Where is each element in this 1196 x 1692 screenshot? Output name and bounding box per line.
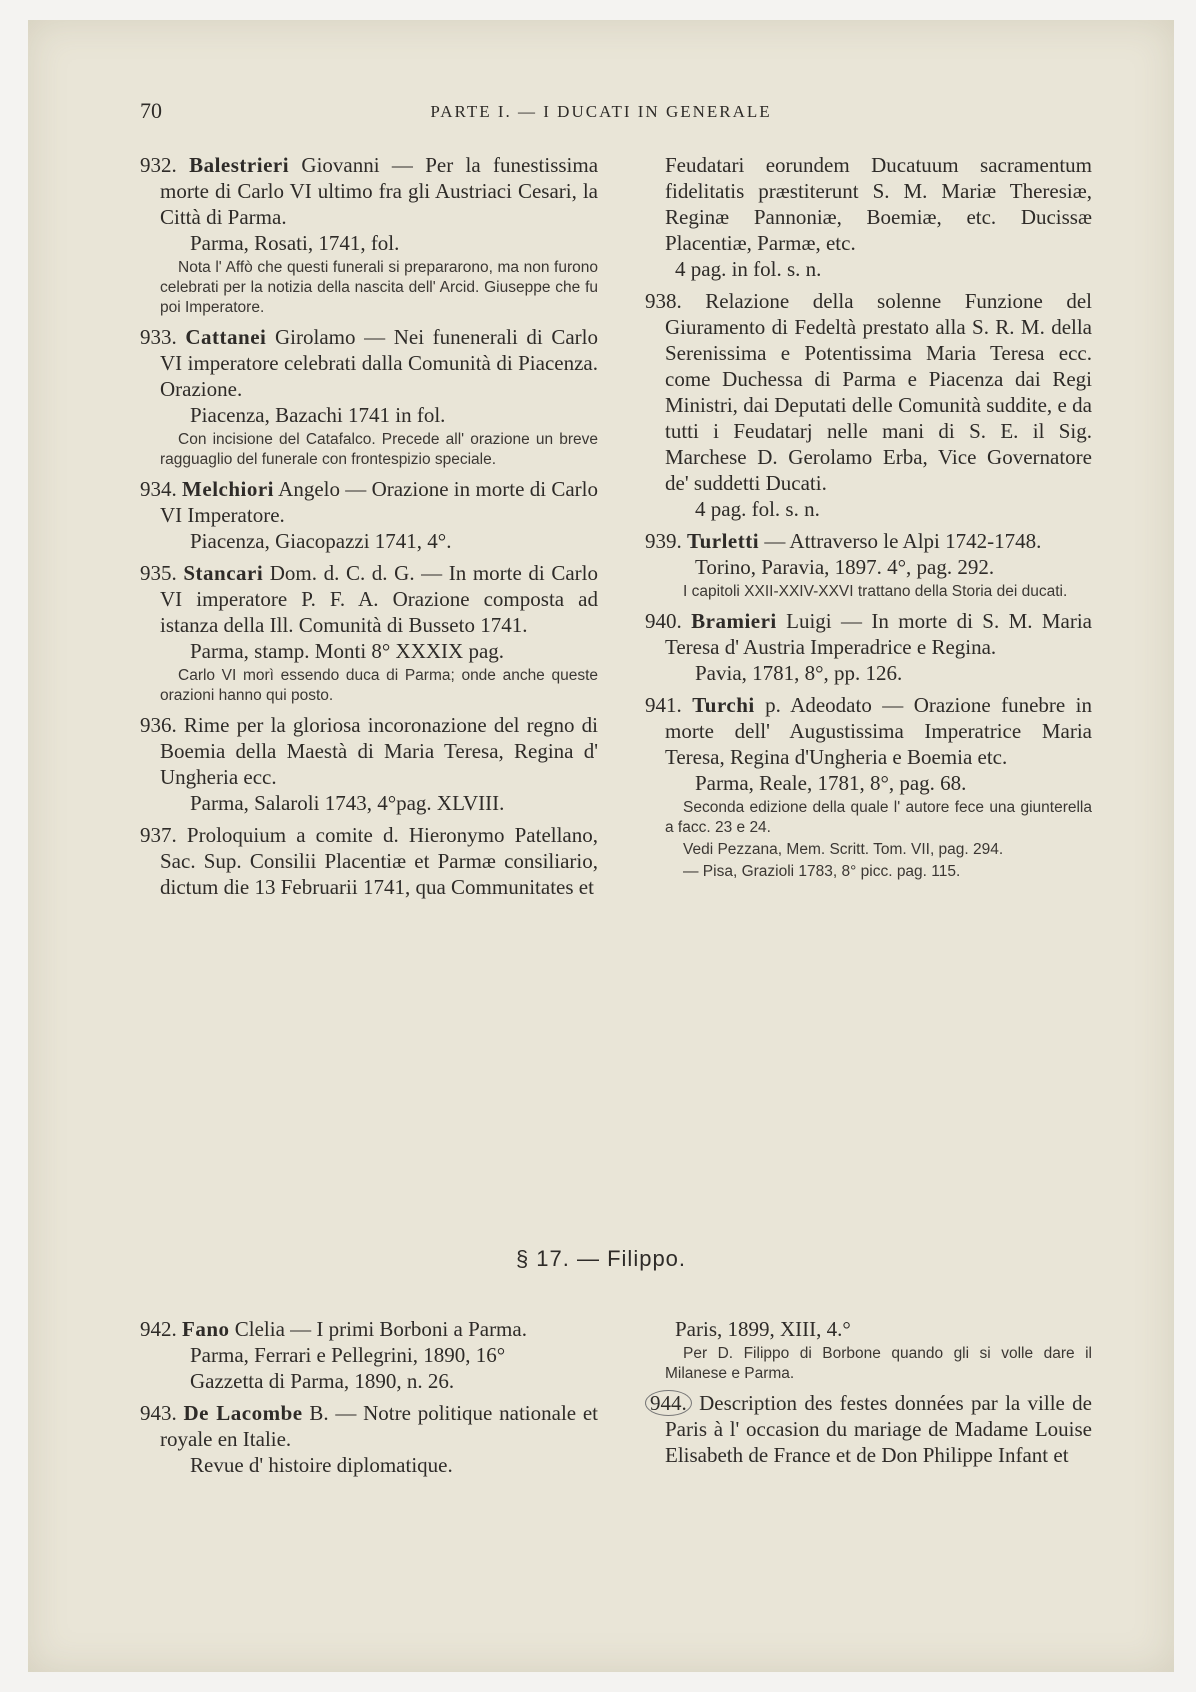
page-header — [28, 98, 1174, 128]
entry-number: 935. — [140, 561, 177, 585]
entry-note: I capitoli XXII-XXIV-XXVI trattano della Storia dei ducati. — [683, 583, 1068, 600]
entry-938 — [645, 288, 1092, 522]
entry-imprint: Parma, Rosati, 1741, fol. — [190, 231, 400, 255]
entry-imprint: Piacenza, Giacopazzi 1741, 4°. — [190, 529, 452, 553]
entry-number: 943. — [140, 1401, 177, 1425]
entry-933 — [140, 324, 598, 470]
entry-number: 932. — [140, 153, 177, 177]
entry-author: Turchi — [692, 693, 755, 717]
entry-author: Bramieri — [691, 609, 777, 633]
entry-imprint: 4 pag. fol. s. n. — [695, 497, 820, 521]
entry-imprint: Revue d' histoire diplomatique. — [190, 1453, 453, 1477]
entry-title: Giovanni — Per la funestissima morte di Carlo VI ultimo fra gli Austriaci Cesari, la Città di Parma. — [160, 153, 599, 229]
entry-note: Per D. Filippo di Borbone quando gli si volle dare il Milanese e Parma. — [665, 1345, 1092, 1382]
entry-imprint: Torino, Paravia, 1897. 4°, pag. 292. — [695, 555, 995, 579]
entry-title: Luigi — In morte di S. M. Maria Teresa d' Austria Imperadrice e Regina. — [665, 609, 1093, 659]
entry-author: Fano — [182, 1317, 230, 1341]
entry-author: Balestrieri — [189, 153, 290, 177]
entry-imprint: Piacenza, Bazachi 1741 in fol. — [190, 403, 446, 427]
entry-imprint: Pavia, 1781, 8°, pp. 126. — [695, 661, 903, 685]
entry-note: Vedi Pezzana, Mem. Scritt. Tom. VII, pag. 294. — [683, 841, 1004, 858]
entry-939 — [645, 528, 1092, 602]
page-number: 70 — [140, 98, 162, 123]
entry-imprint: Parma, Reale, 1781, 8°, pag. 68. — [695, 771, 967, 795]
entry-title: — Attraverso le Alpi 1742-1748. — [764, 529, 1042, 553]
entry-title: Angelo — Orazione in morte di Carlo VI Imperatore. — [160, 477, 598, 527]
entry-number: 940. — [645, 609, 682, 633]
entry-imprint: Parma, Salaroli 1743, 4°pag. XLVIII. — [190, 791, 505, 815]
entry-note: Carlo VI morì essendo duca di Parma; onde anche queste orazioni hanno qui posto. — [160, 667, 598, 704]
bottom-left-column — [140, 1316, 598, 1484]
section-heading: § 17. — Filippo. — [515, 1246, 687, 1271]
entry-note: Seconda edizione della quale l' autore fece una giunterella a facc. 23 e 24. — [665, 799, 1092, 836]
entry-title: Clelia — I primi Borboni a Parma. — [234, 1317, 527, 1341]
entry-number: 942. — [140, 1317, 177, 1341]
entry-imprint: Gazzetta di Parma, 1890, n. 26. — [190, 1369, 455, 1393]
entry-937-continuation — [645, 152, 1092, 282]
entry-number: 941. — [645, 693, 682, 717]
entry-imprint: Parma, Ferrari e Pellegrini, 1890, 16° — [190, 1343, 506, 1367]
entry-note: — Pisa, Grazioli 1783, 8° picc. pag. 115. — [683, 863, 961, 880]
entry-934 — [140, 476, 598, 554]
entry-944 — [645, 1390, 1092, 1468]
entry-author: De Lacombe — [183, 1401, 303, 1425]
right-column — [645, 152, 1092, 888]
entry-title: Girolamo — Nei funenerali di Carlo VI imperatore celebrati dalla Comunità di Piacenza. Orazione. — [160, 325, 599, 401]
entry-number: 944. — [645, 1390, 692, 1416]
entry-imprint: 4 pag. in fol. s. n. — [675, 257, 822, 281]
entry-number: 936. — [140, 713, 177, 737]
bottom-right-column — [645, 1316, 1092, 1474]
entry-940 — [645, 608, 1092, 686]
continuation-text: Feudatari eorundem Ducatuum sacramentum fidelitatis præstiterunt S. M. Mariæ Theresiæ, Reginæ Pannoniæ, Boemiæ, etc. Ducissæ Placentiæ, Parmæ, etc. — [665, 153, 1092, 255]
entry-author: Turletti — [687, 529, 760, 553]
entry-942 — [140, 1316, 598, 1394]
entry-author: Cattanei — [185, 325, 267, 349]
entry-number: 938. — [645, 289, 682, 313]
entry-imprint: Parma, stamp. Monti 8° XXXIX pag. — [190, 639, 505, 663]
entry-title: Rime per la gloriosa incoronazione del regno di Boemia della Maestà di Maria Teresa, Regina d' Ungheria ecc. — [160, 713, 598, 789]
entry-number: 933. — [140, 325, 177, 349]
entry-title: Dom. d. C. d. G. — In morte di Carlo VI imperatore P. F. A. Orazione composta ad istanza della Ill. Comunità di Busseto 1741. — [160, 561, 598, 637]
entry-932 — [140, 152, 598, 318]
entry-936 — [140, 712, 598, 816]
entry-title: p. Adeodato — Orazione funebre in morte dell' Augustissima Imperatrice Maria Teresa, Regina d'Ungheria e Boemia etc. — [665, 693, 1092, 769]
entry-title: Relazione della solenne Funzione del Giuramento di Fedeltà prestato alla S. R. M. della Serenissima e Potentissima Maria Teresa ecc. come Duchessa di Parma e Piacenza dai Regi Ministri, dai Deputati delle Comunità suddite, e da tutti i Feudatarj nelle mani di S. E. il Sig. Marchese D. Gerolamo Erba, Vice Governatore de' suddetti Ducati. — [665, 289, 1093, 495]
entry-imprint: Paris, 1899, XIII, 4.° — [675, 1317, 851, 1341]
entry-author: Melchiori — [182, 477, 275, 501]
entry-941 — [645, 692, 1092, 882]
entry-title: Proloquium a comite d. Hieronymo Patellano, Sac. Sup. Consilii Placentiæ et Parmæ consiliario, dictum die 13 Februarii 1741, qua Communitates et — [160, 823, 599, 899]
entry-title: Description des festes données par la ville de Paris à l' occasion du mariage de Madame Louise Elisabeth de France et de Don Philippe Infant et — [665, 1391, 1093, 1467]
entry-note: Con incisione del Catafalco. Precede all' orazione un breve ragguaglio del funerale con frontespizio speciale. — [160, 431, 598, 468]
running-head: PARTE I. — I DUCATI IN GENERALE — [430, 102, 772, 121]
book-page — [28, 20, 1174, 1672]
entry-number: 934. — [140, 477, 177, 501]
entry-note: Nota l' Affò che questi funerali si prepararono, ma non furono celebrati per la notizia della nascita dell' Arcid. Giuseppe che fu poi Imperatore. — [160, 259, 598, 316]
entry-943-continuation — [645, 1316, 1092, 1384]
entry-title: B. — Notre politique nationale et royale en Italie. — [160, 1401, 599, 1451]
entry-author: Stancari — [183, 561, 264, 585]
entry-937 — [140, 822, 598, 900]
entry-number: 937. — [140, 823, 177, 847]
entry-935 — [140, 560, 598, 706]
left-column — [140, 152, 598, 906]
entry-number: 939. — [645, 529, 682, 553]
entry-943 — [140, 1400, 598, 1478]
